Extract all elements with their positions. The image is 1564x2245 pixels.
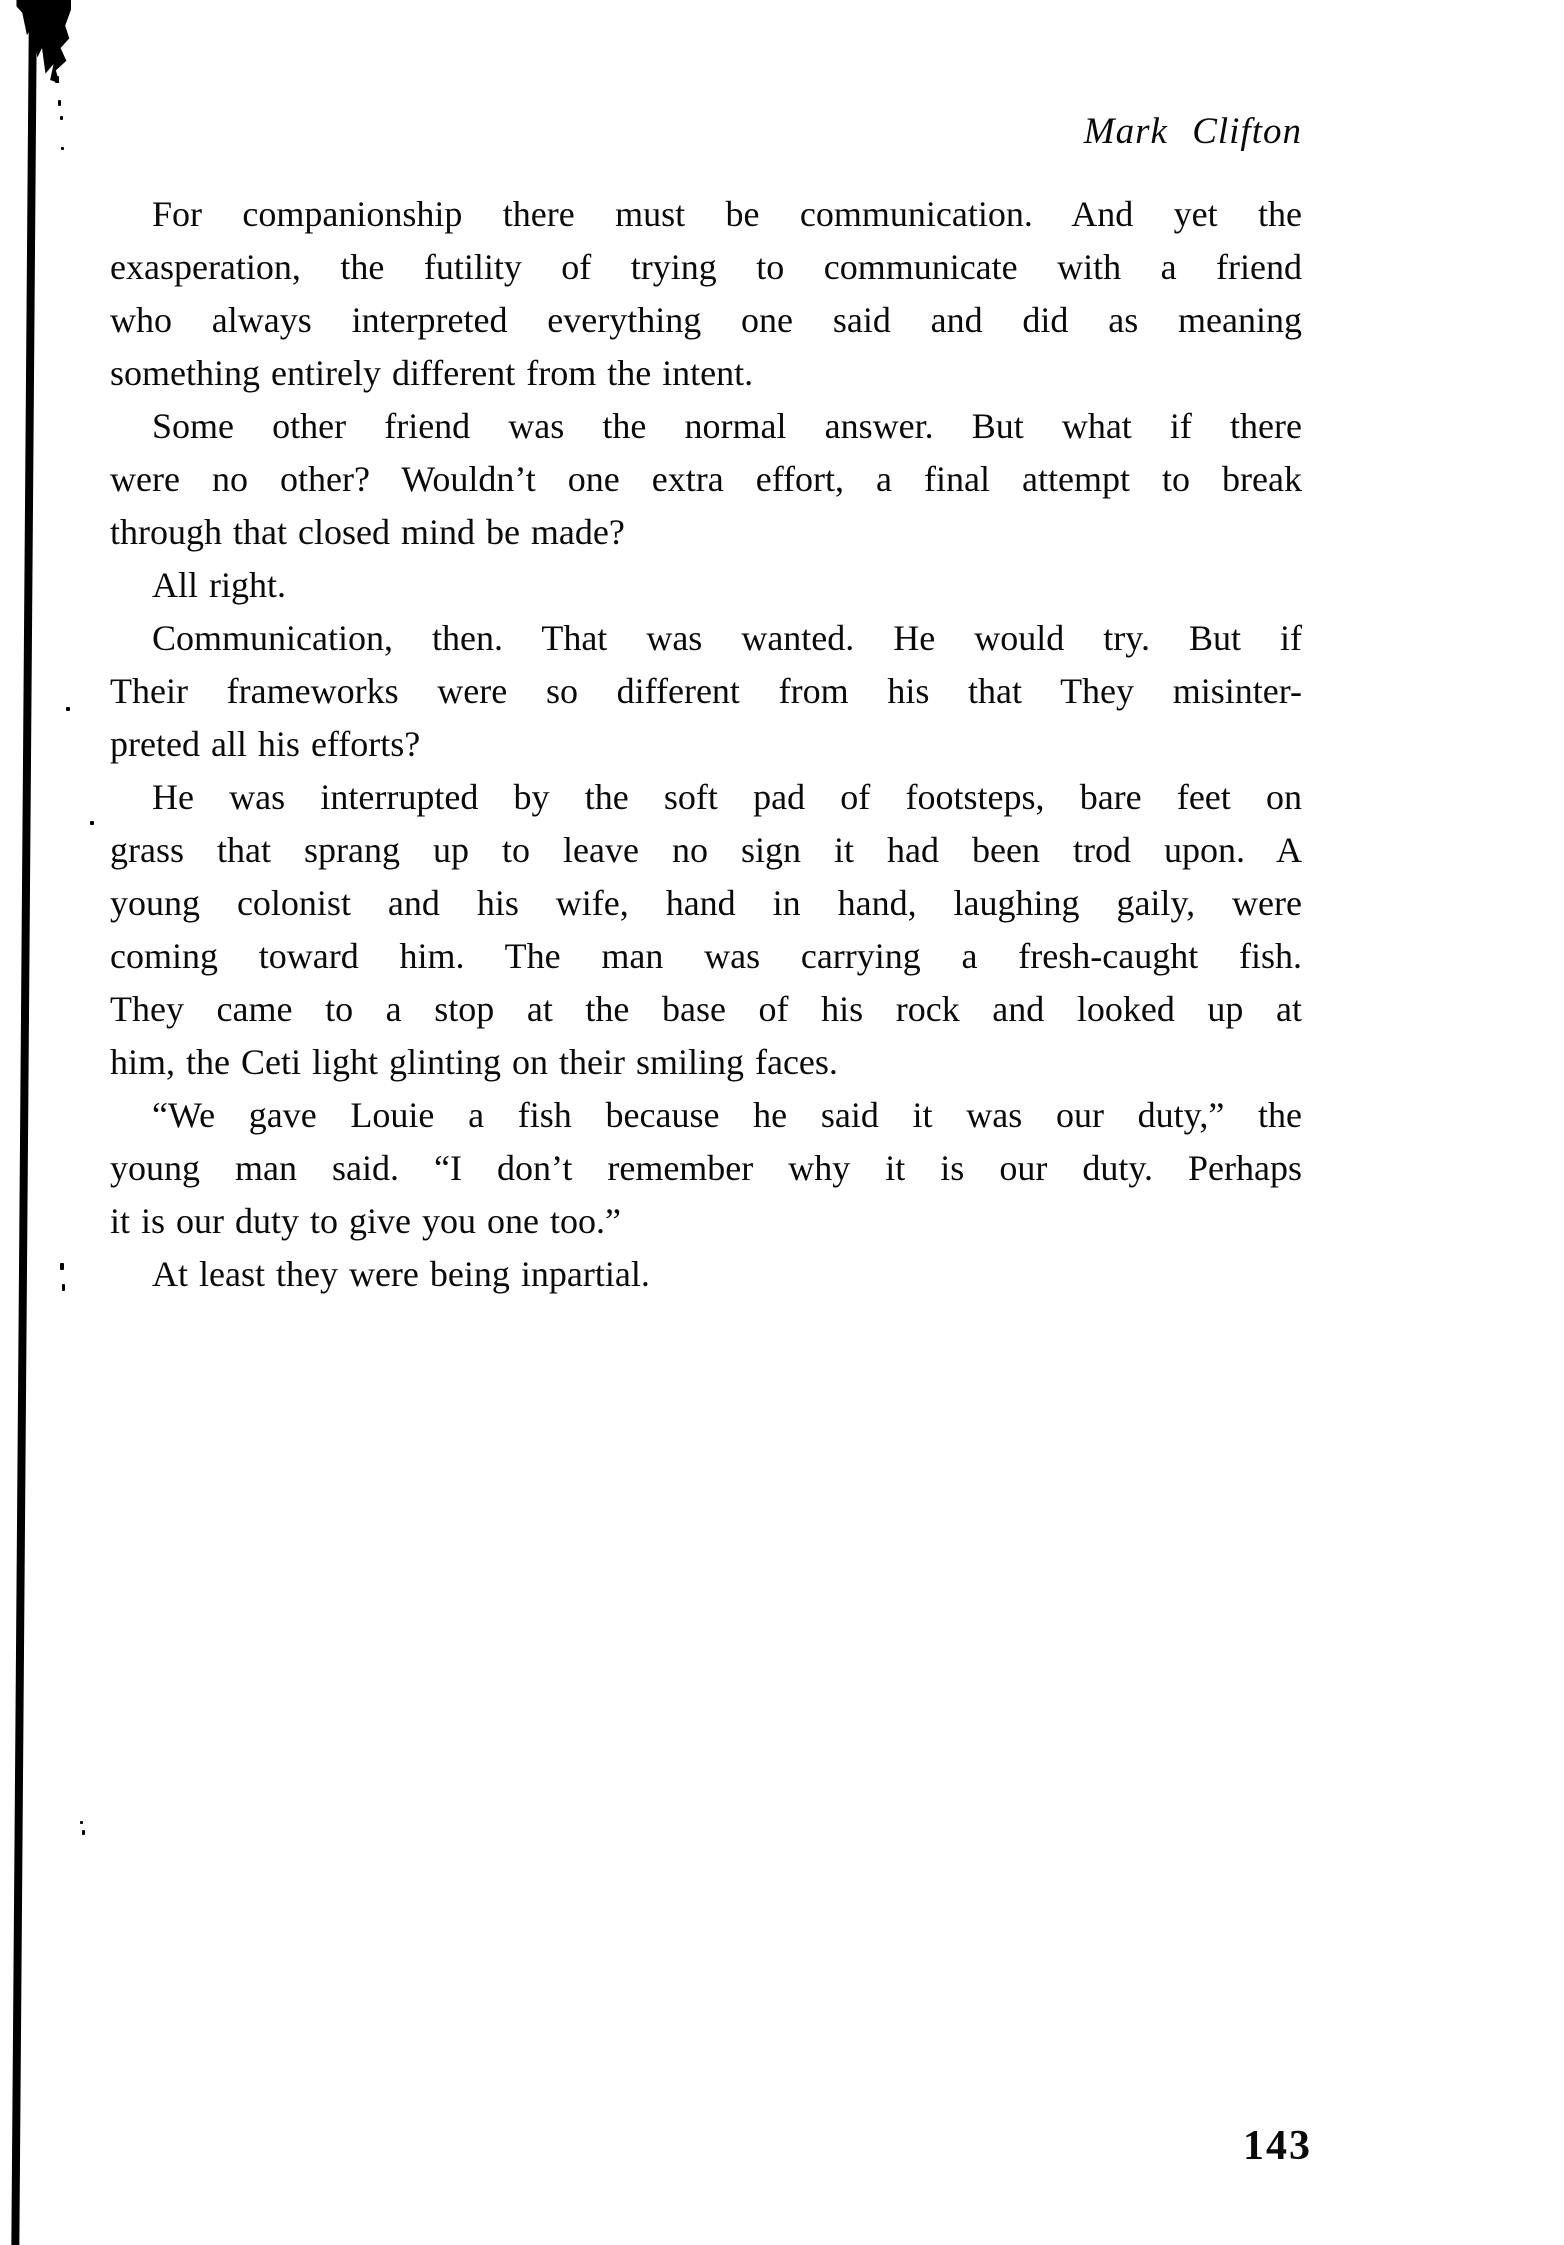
text-line: Their frameworks were so different from his that They misinter- <box>110 671 1302 711</box>
scan-artifact-vertical-line <box>11 0 37 2245</box>
paragraph <box>110 1089 1302 1248</box>
ink-speck <box>62 1284 65 1291</box>
ink-speck <box>60 1263 64 1270</box>
paragraph <box>110 1248 1302 1301</box>
paragraph <box>110 559 1302 612</box>
text-line: exasperation, the futility of trying to communicate with a friend <box>110 247 1302 287</box>
text-line: coming toward him. The man was carrying a fresh-caught fish. <box>110 936 1302 976</box>
text-line: grass that sprang up to leave no sign it had been trod upon. A <box>110 830 1302 870</box>
text-line: him, the Ceti light glinting on their smiling faces. <box>110 1042 838 1082</box>
text-line: For companionship there must be communication. And yet the <box>152 194 1302 234</box>
text-line: He was interrupted by the soft pad of footsteps, bare feet on <box>152 777 1302 817</box>
text-line: were no other? Wouldn’t one extra effort, a final attempt to break <box>110 459 1302 499</box>
paragraph <box>110 612 1302 771</box>
text-line: preted all his efforts? <box>110 724 421 764</box>
scan-artifact-corner-mark <box>13 0 71 160</box>
ink-speck <box>66 707 70 711</box>
paragraph <box>110 188 1302 400</box>
text-line: “We gave Louie a fish because he said it was our duty,” the <box>152 1095 1302 1135</box>
text-line: young colonist and his wife, hand in hand, laughing gaily, were <box>110 883 1302 923</box>
ink-speck <box>60 116 63 120</box>
ink-speck <box>90 821 94 825</box>
ink-speck <box>80 1821 83 1824</box>
paragraph <box>110 771 1302 1089</box>
ink-speck <box>61 147 64 150</box>
text-line: All right. <box>152 565 286 605</box>
text-line: Some other friend was the normal answer. But what if there <box>152 406 1302 446</box>
ink-speck <box>55 76 59 83</box>
text-line: They came to a stop at the base of his rock and looked up at <box>110 989 1302 1029</box>
text-line: it is our duty to give you one too.” <box>110 1201 621 1241</box>
text-line: Communication, then. That was wanted. He would try. But if <box>152 618 1302 658</box>
ink-speck <box>58 100 61 106</box>
paragraph <box>110 400 1302 559</box>
text-line: At least they were being inpartial. <box>152 1254 650 1294</box>
running-header-author: Mark Clifton <box>1083 111 1302 152</box>
text-line: something entirely different from the intent. <box>110 353 754 393</box>
body-text <box>110 188 1302 1301</box>
text-line: young man said. “I don’t remember why it is our duty. Perhaps <box>110 1148 1302 1188</box>
text-line: who always interpreted everything one said and did as meaning <box>110 300 1302 340</box>
text-line: through that closed mind be made? <box>110 512 625 552</box>
ink-speck <box>82 1830 85 1835</box>
page-number: 143 <box>1243 2123 1312 2169</box>
